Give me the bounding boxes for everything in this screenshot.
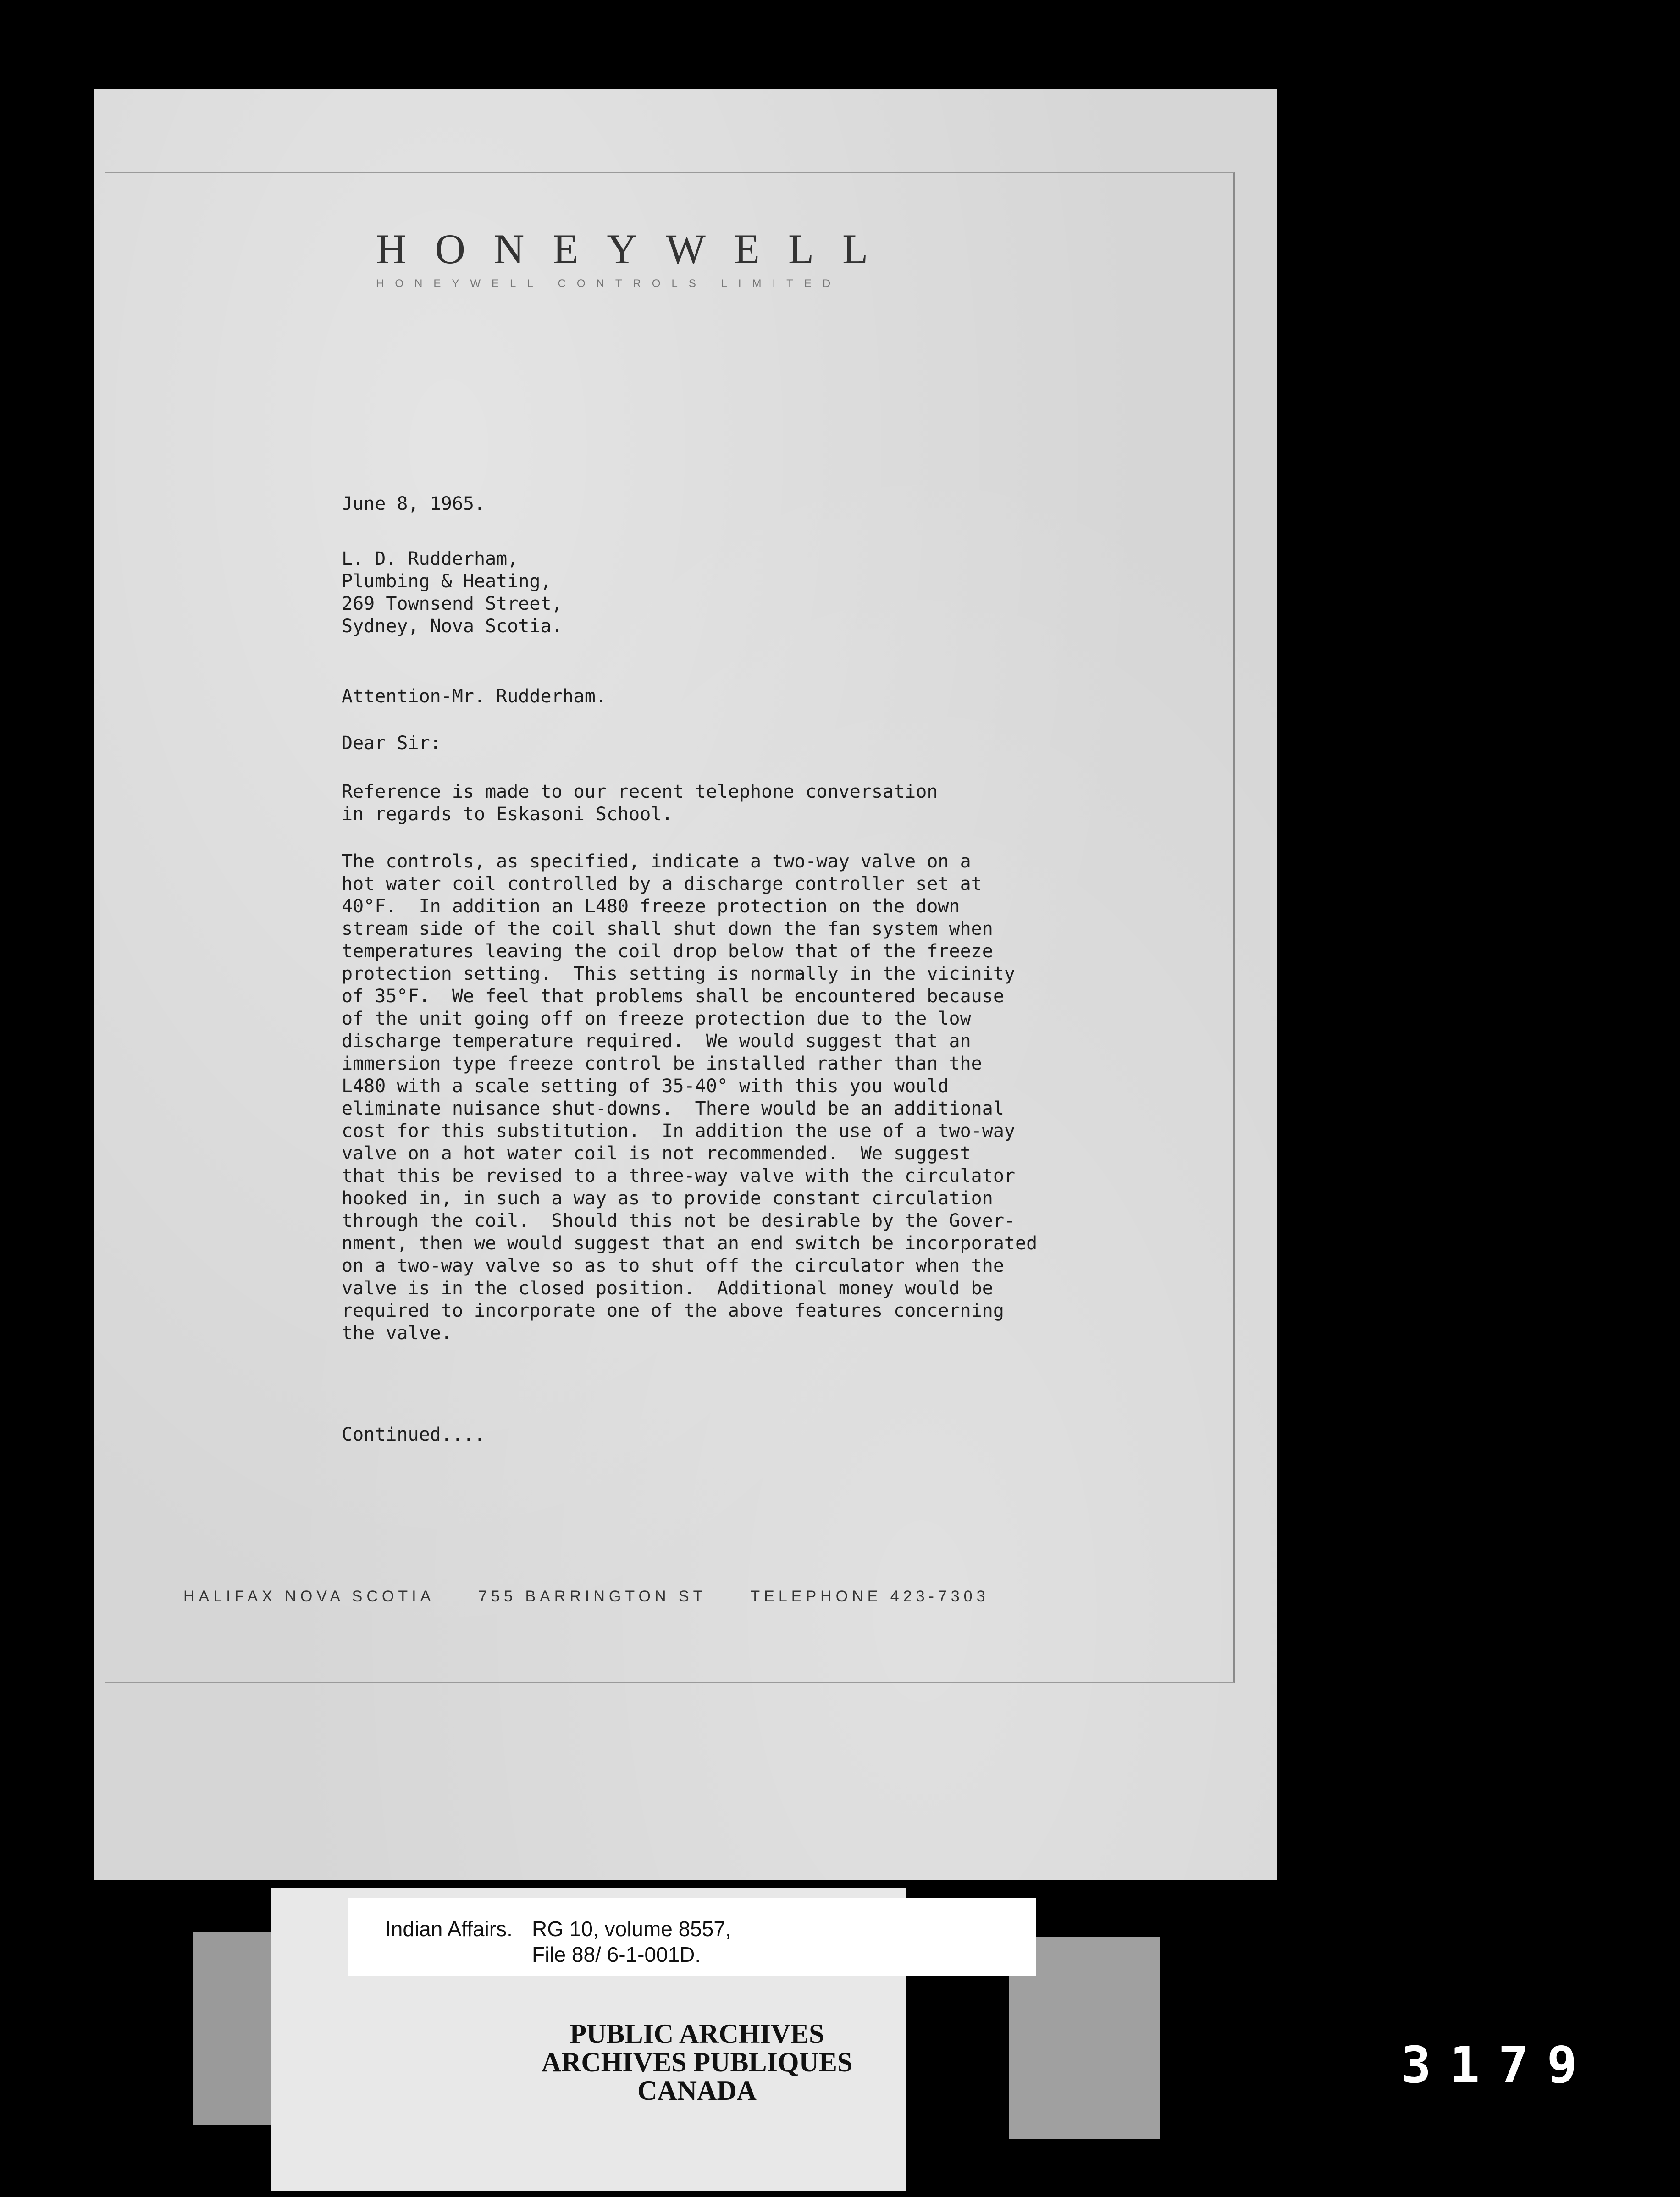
address-line: 269 Townsend Street, bbox=[342, 593, 563, 614]
body-line: valve is in the closed position. Additional money would be bbox=[342, 1278, 993, 1299]
continued-note: Continued.... bbox=[342, 1424, 486, 1445]
body-line: valve on a hot water coil is not recommended. We suggest bbox=[342, 1143, 971, 1164]
body-line: in regards to Eskasoni School. bbox=[342, 804, 673, 825]
body-line: of 35°F. We feel that problems shall be encountered because bbox=[342, 986, 1004, 1007]
body-line: cost for this substitution. In addition the use of a two-way bbox=[342, 1121, 1016, 1142]
body-line: stream side of the coil shall shut down the fan system when bbox=[342, 918, 993, 939]
body-line: The controls, as specified, indicate a two-way valve on a bbox=[342, 851, 971, 872]
archive-agency: Indian Affairs. bbox=[385, 1917, 513, 1941]
body-line: hooked in, in such a way as to provide constant circulation bbox=[342, 1188, 993, 1209]
body-line: Reference is made to our recent telephone conversation bbox=[342, 781, 938, 802]
footer-city: HALIFAX NOVA SCOTIA bbox=[183, 1588, 435, 1605]
address-line: L. D. Rudderham, bbox=[342, 548, 519, 569]
body-line: hot water coil controlled by a discharge controller set at bbox=[342, 873, 982, 894]
body-line: of the unit going off on freeze protection due to the low bbox=[342, 1008, 971, 1029]
stamp-line: PUBLIC ARCHIVES bbox=[569, 2019, 824, 2049]
letterhead-footer bbox=[183, 1588, 1033, 1606]
letter-date: June 8, 1965. bbox=[342, 493, 486, 514]
stamp-line: ARCHIVES PUBLIQUES bbox=[541, 2047, 853, 2077]
body-line: discharge temperature required. We would suggest that an bbox=[342, 1031, 971, 1052]
footer-street: 755 BARRINGTON ST bbox=[478, 1588, 707, 1605]
archive-reference-2: File 88/ 6-1-001D. bbox=[532, 1943, 701, 1966]
salutation: Dear Sir: bbox=[342, 733, 441, 754]
stamp-line: CANADA bbox=[637, 2076, 757, 2106]
body-line: the valve. bbox=[342, 1323, 452, 1344]
address-line: Plumbing & Heating, bbox=[342, 571, 552, 592]
attention-line: Attention-Mr. Rudderham. bbox=[342, 686, 607, 707]
footer-phone: TELEPHONE 423-7303 bbox=[750, 1588, 989, 1605]
body-line: through the coil. Should this not be desirable by the Gover- bbox=[342, 1210, 1016, 1231]
letterhead-company: HONEYWELL bbox=[376, 226, 897, 272]
body-line: that this be revised to a three-way valve with the circulator bbox=[342, 1165, 1016, 1187]
body-line: required to incorporate one of the above features concerning bbox=[342, 1300, 1004, 1321]
body-line: eliminate nuisance shut-downs. There would be an additional bbox=[342, 1098, 1004, 1119]
body-line: on a two-way valve so as to shut off the circulator when the bbox=[342, 1255, 1004, 1276]
frame-number: 3179 bbox=[1401, 2036, 1596, 2094]
body-line: 40°F. In addition an L480 freeze protection on the down bbox=[342, 896, 960, 917]
archive-reference-label bbox=[348, 1898, 1036, 1976]
archives-stamp bbox=[459, 2020, 935, 2105]
body-line: protection setting. This setting is normally in the vicinity bbox=[342, 963, 1016, 984]
archive-reference-1: RG 10, volume 8557, bbox=[532, 1917, 731, 1941]
body-line: nment, then we would suggest that an end switch be incorporated bbox=[342, 1233, 1038, 1254]
address-line: Sydney, Nova Scotia. bbox=[342, 616, 563, 637]
body-line: temperatures leaving the coil drop below that of the freeze bbox=[342, 941, 993, 962]
body-line: L480 with a scale setting of 35-40° with this you would bbox=[342, 1076, 949, 1097]
body-line: immersion type freeze control be installed rather than the bbox=[342, 1053, 982, 1074]
letterhead-subline: HONEYWELL CONTROLS LIMITED bbox=[376, 277, 842, 290]
